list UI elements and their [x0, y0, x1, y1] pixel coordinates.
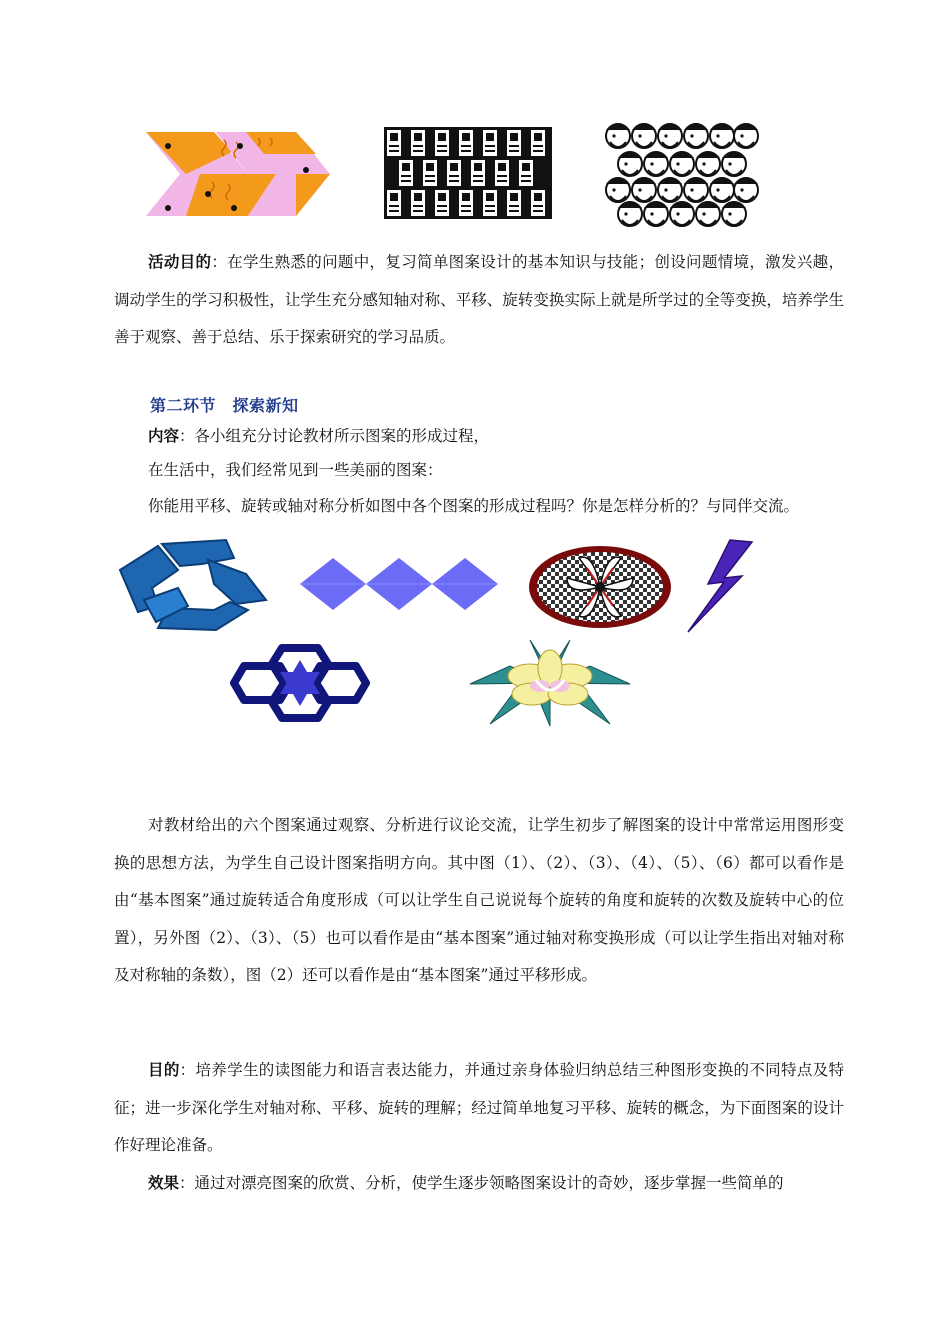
section-title: 第二环节 探索新知	[150, 396, 299, 415]
pattern-6-flower	[470, 640, 630, 726]
purpose-paragraph	[114, 1051, 844, 1165]
content-text: ：各小组充分讨论教材所示图案的形成过程，	[179, 427, 490, 445]
purpose-label: 目的	[148, 1060, 180, 1079]
figures-grid-tessellation	[384, 127, 552, 219]
fish-tessellation-figure	[146, 132, 332, 216]
effect-text: ：通过对漂亮图案的欣赏、分析，使学生逐步领略图案设计的奇妙，逐步掌握一些简单的	[179, 1174, 784, 1192]
purpose-text: ：培养学生的读图能力和语言表达能力，并通过亲身体验归纳总结三种图形变换的不同特点及特征；进一步深化学生对轴对称、平移、旋转的理解；经过简单地复习平移、旋转的概念，为下面图案的设计作好理论准备。	[114, 1061, 844, 1154]
activity-purpose-paragraph	[114, 243, 844, 357]
pattern-3-oval-checker	[527, 544, 673, 630]
pattern-5-hexagon-star	[224, 640, 376, 726]
activity-purpose-label: 活动目的	[148, 252, 212, 271]
pattern-4-lightning-bolt	[686, 540, 758, 632]
pattern-1-rotated-arrows	[118, 540, 268, 632]
content-label: 内容	[148, 426, 180, 445]
heads-tessellation	[604, 120, 758, 224]
question-line: 你能用平移、旋转或轴对称分析如图中各个图案的形成过程吗？你是怎样分析的？与同伴交流。	[148, 497, 800, 515]
pattern-2-three-rhombi	[300, 558, 500, 610]
analysis-paragraph: 对教材给出的六个图案通过观察、分析进行议论交流，让学生初步了解图案的设计中常常运用图形变换的思想方法，为学生自己设计图案指明方向。其中图（1）、（2）、（3）、（4）、（5）、（6）都可以看作是由“基本图案”通过旋转适合角度形成（可以让学生自己说说每个旋转的角度和旋转的次数及旋转中心的位置），另外图（2）、（3）、（5）也可以看作是由“基本图案”通过轴对称变换形成（可以让学生指出对轴对称及对称轴的条数），图（2）还可以看作是由“基本图案”通过平移形成。	[114, 816, 844, 984]
life-line: 在生活中，我们经常见到一些美丽的图案：	[148, 461, 443, 479]
content-line	[148, 424, 489, 446]
activity-purpose-text: ：在学生熟悉的问题中，复习简单图案设计的基本知识与技能；创设问题情境，激发兴趣，调动学生的学习积极性，让学生充分感知轴对称、平移、旋转变换实际上就是所学过的全等变换，培养学生善于观察、善于总结、乐于探索研究的学习品质。	[114, 253, 844, 346]
effect-paragraph	[114, 1164, 844, 1203]
effect-label: 效果	[148, 1173, 180, 1192]
